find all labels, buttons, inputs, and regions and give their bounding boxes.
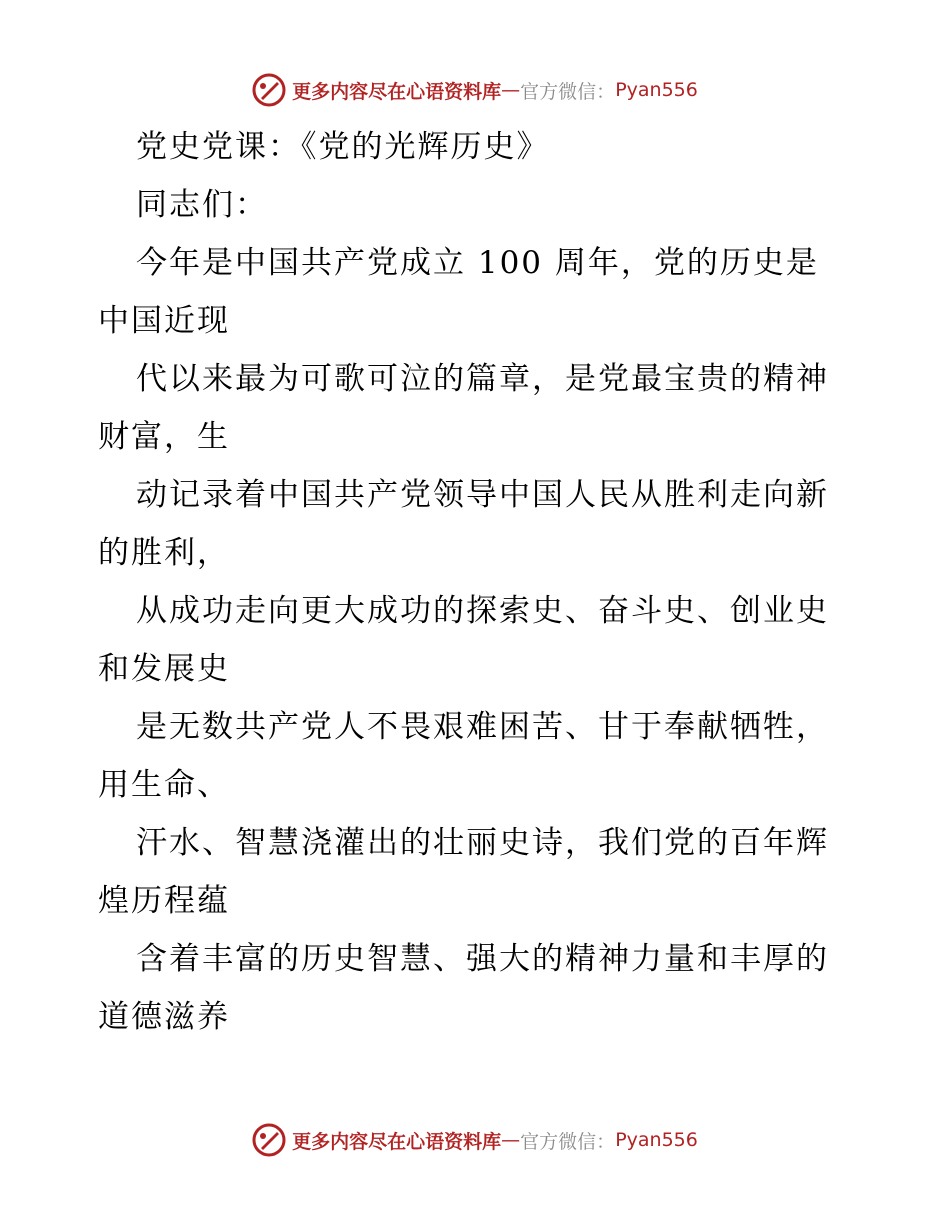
paragraph-line: 用生命、	[98, 767, 230, 803]
paragraph-line: 动记录着中国共产党领导中国人民从胜利走向新	[136, 477, 829, 513]
paragraph-line: 中国近现	[98, 303, 230, 339]
banner-official-label: 官方微信：	[520, 1130, 616, 1153]
document-body	[98, 118, 858, 1046]
banner-account: Pyan556	[615, 1129, 698, 1151]
banner-dash: —	[501, 79, 521, 101]
paragraph-line: 煌历程蕴	[98, 883, 230, 919]
paragraph-line: 汗水、智慧浇灌出的壮丽史诗，我们党的百年辉	[136, 825, 829, 861]
paragraph-line: 的胜利，	[98, 535, 230, 571]
banner-account: Pyan556	[615, 79, 698, 101]
paragraph-line: 含着丰富的历史智慧、强大的精神力量和丰厚的	[136, 941, 829, 977]
paragraph-line: 今年是中国共产党成立 100 周年，党的历史是	[136, 245, 819, 281]
header-banner	[0, 70, 950, 110]
paragraph-line: 从成功走向更大成功的探索史、奋斗史、创业史	[136, 593, 829, 629]
quill-pen-seal-icon	[252, 1123, 286, 1157]
paragraph-line: 和发展史	[98, 651, 230, 687]
banner-main-text: 更多内容尽在心语资料库	[292, 1130, 502, 1153]
paragraph-line: 代以来最为可歌可泣的篇章，是党最宝贵的精神	[136, 361, 829, 397]
banner-main-text: 更多内容尽在心语资料库	[292, 80, 502, 103]
quill-pen-seal-icon	[252, 73, 286, 107]
paragraph-line: 是无数共产党人不畏艰难困苦、甘于奉献牺牲，	[136, 709, 829, 745]
document-title: 党史党课：《党的光辉历史》	[136, 129, 550, 165]
paragraph-line: 财富，生	[98, 419, 230, 455]
banner-dash: —	[501, 1129, 521, 1151]
paragraph-line: 道德滋养	[98, 999, 230, 1035]
footer-banner	[0, 1120, 950, 1160]
salutation: 同志们：	[136, 187, 268, 223]
banner-official-label: 官方微信：	[520, 80, 616, 103]
